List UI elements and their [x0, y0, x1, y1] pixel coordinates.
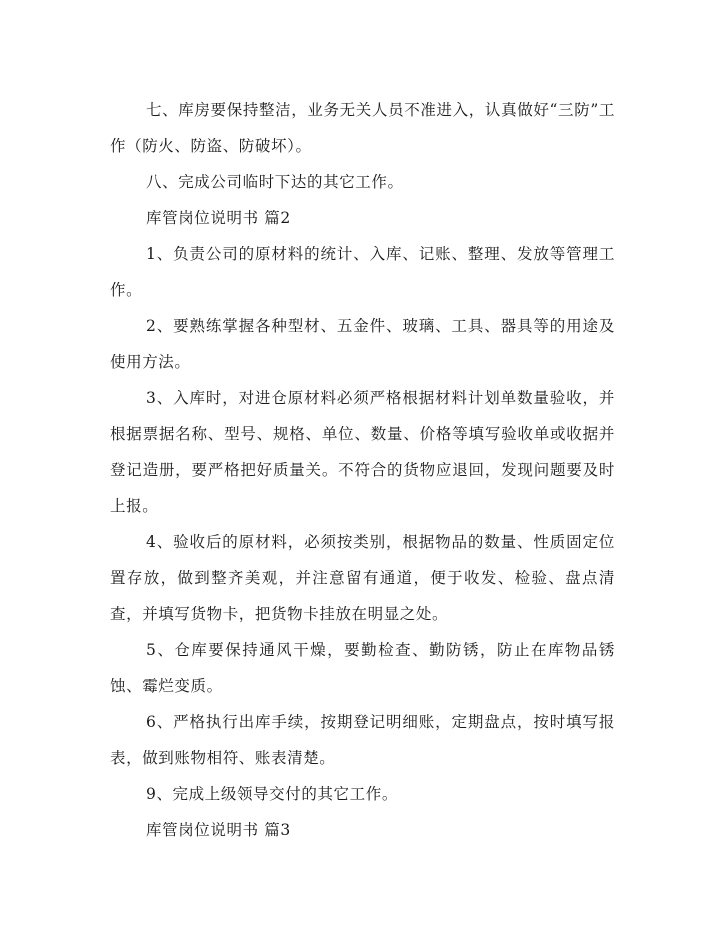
item-9: 9、完成上级领导交付的其它工作。 [146, 785, 398, 803]
item-5: 5、仓库要保持通风干燥，要勤检查、勤防锈，防止在库物品锈蚀、霉烂变质。 [110, 641, 615, 695]
item-2: 2、要熟练掌握各种型材、五金件、玻璃、工具、器具等的用途及使用方法。 [110, 317, 615, 371]
item-6: 6、严格执行出库手续，按期登记明细账，定期盘点，按时填写报表，做到账物相符、账表清楚。 [110, 713, 615, 767]
item-4: 4、验收后的原材料，必须按类别，根据物品的数量、性质固定位置存放，做到整齐美观，并注意留有通道，便于收发、检验、盘点清查，并填写货物卡，把货物卡挂放在明显之处。 [110, 533, 615, 623]
document-body [110, 92, 615, 848]
section-heading-2: 库管岗位说明书 篇2 [146, 209, 291, 227]
item-1: 1、负责公司的原材料的统计、入库、记账、整理、发放等管理工作。 [110, 245, 615, 299]
paragraph-7: 七、库房要保持整洁，业务无关人员不准进入，认真做好“三防”工作（防火、防盗、防破坏）。 [110, 101, 615, 155]
item-3: 3、入库时，对进仓原材料必须严格根据材料计划单数量验收，并根据票据名称、型号、规格、单位、数量、价格等填写验收单或收据并登记造册，要严格把好质量关。不符合的货物应退回，发现问题要及时上报。 [110, 389, 615, 515]
section-heading-3: 库管岗位说明书 篇3 [146, 821, 291, 839]
paragraph-8: 八、完成公司临时下达的其它工作。 [146, 173, 404, 191]
